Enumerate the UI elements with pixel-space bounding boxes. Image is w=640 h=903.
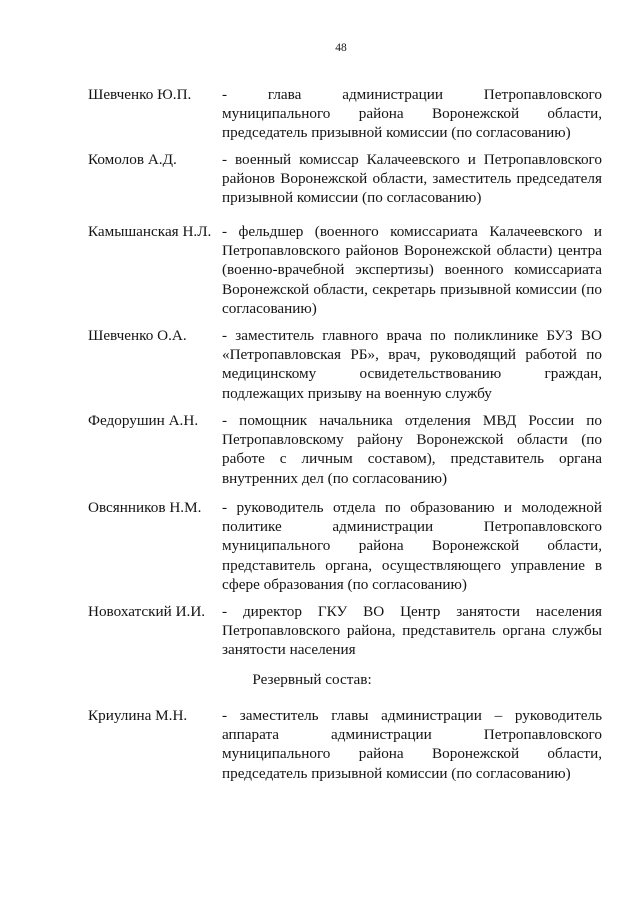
member-role: - военный комиссар Калачеевского и Петропавловского районов Воронежской области, заместитель председателя призывной комиссии (по согласованию) — [222, 151, 602, 207]
member-name: Шевченко О.А. — [88, 327, 187, 344]
member-name: Федорушин А.Н. — [88, 412, 199, 429]
member-role: - фельдшер (военного комиссариата Калачеевского и Петропавловского районов Воронежской области) центра (военно-врачебной экспертизы) военного комиссариата Воронежской области, секретарь призывной комиссии (по согласованию) — [222, 223, 602, 317]
member-name: Шевченко Ю.П. — [88, 86, 192, 103]
member-role: - директор ГКУ ВО Центр занятости населения Петропавловского района, представитель органа службы занятости населения — [222, 603, 602, 659]
member-name: Комолов А.Д. — [88, 151, 177, 168]
member-row — [88, 602, 602, 660]
member-row — [88, 222, 602, 318]
member-name: Камышанская Н.Л. — [88, 223, 212, 240]
member-role: - заместитель главы администрации – руководитель аппарата администрации Петропавловского муниципального района Воронежской области, председатель призывной комиссии (по согласованию) — [222, 707, 602, 782]
member-role: - помощник начальника отделения МВД России по Петропавловскому району Воронежской области (по работе с личным составом), представитель органа внутренних дел (по согласованию) — [222, 412, 602, 487]
member-row — [88, 498, 602, 594]
member-row — [88, 326, 602, 403]
reserve-member-row — [88, 706, 602, 783]
reserve-heading: Резервный состав: — [252, 671, 372, 688]
member-row — [88, 411, 602, 488]
member-name: Овсянников Н.М. — [88, 499, 202, 516]
member-name: Криулина М.Н. — [88, 707, 188, 724]
member-role: - руководитель отдела по образованию и молодежной политике администрации Петропавловского муниципального района Воронежской области, представитель органа, осуществляющего управление в сфере образования (по согласованию) — [222, 499, 602, 593]
member-row — [88, 150, 602, 208]
member-name: Новохатский И.И. — [88, 603, 206, 620]
member-row — [88, 85, 602, 143]
member-role: - заместитель главного врача по поликлинике БУЗ ВО «Петропавловская РБ», врач, руководящий работой по медицинскому освидетельствованию граждан, подлежащих призыву на военную службу — [222, 327, 602, 402]
member-role: - глава администрации Петропавловского муниципального района Воронежской области, председатель призывной комиссии (по согласованию) — [222, 86, 602, 142]
page-number: 48 — [335, 42, 347, 54]
